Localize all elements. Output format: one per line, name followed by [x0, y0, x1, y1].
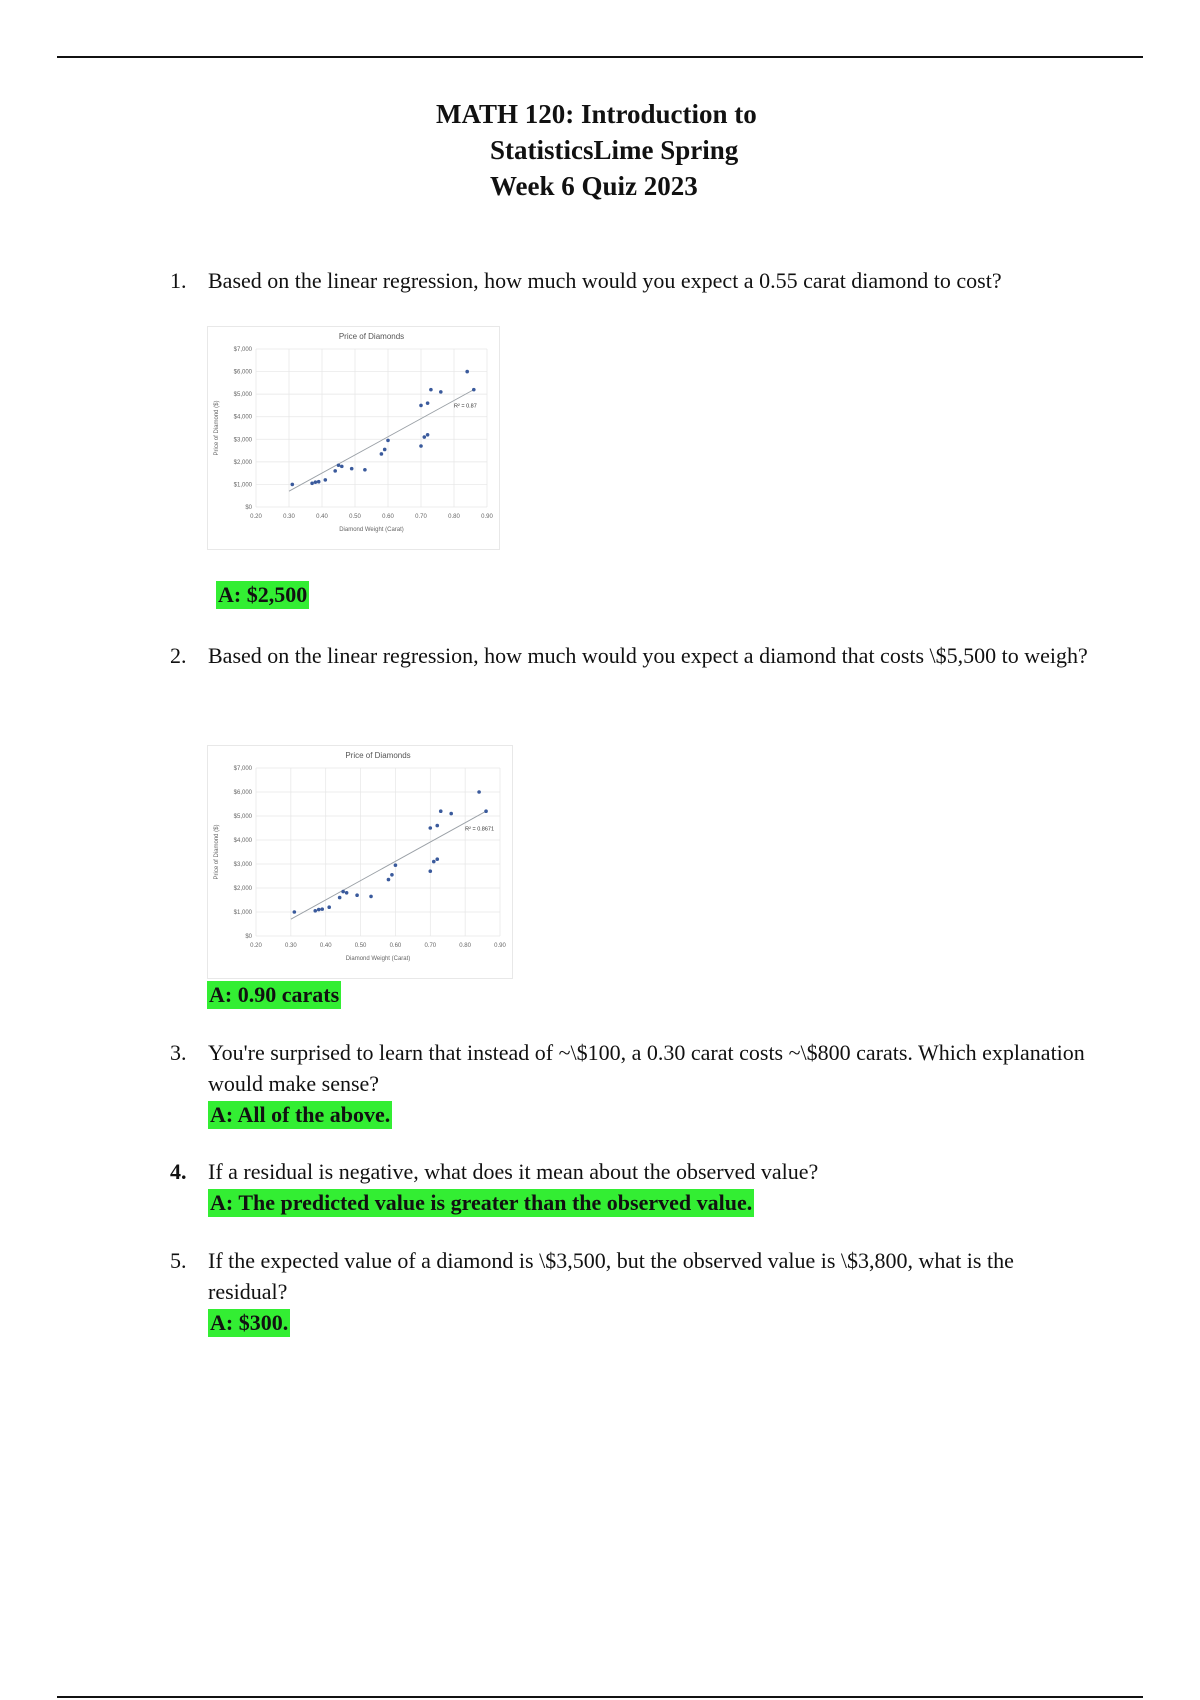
answer-highlight: A: $2,500 — [218, 582, 308, 607]
data-point — [320, 907, 324, 911]
answer-highlight: A: 0.90 carats — [209, 982, 340, 1007]
x-tick-label: 0.60 — [382, 514, 394, 520]
r-squared-label: R² = 0.8671 — [465, 826, 495, 833]
scatter-chart-svg — [208, 327, 499, 549]
trendline — [289, 390, 474, 492]
data-point — [355, 893, 359, 897]
x-tick-label: 0.40 — [316, 514, 328, 520]
answer-3: A: All of the above. — [210, 1102, 391, 1127]
x-tick-label: 0.30 — [285, 943, 297, 949]
answer-1 — [216, 579, 309, 609]
y-tick-label: $6,000 — [233, 790, 252, 796]
data-point — [432, 860, 436, 864]
y-tick-label: $1,000 — [233, 482, 252, 489]
y-axis-label: Price of Diamond ($) — [214, 400, 220, 456]
question-text: Based on the linear regression, how much would you expect a 0.55 carat diamond to cost? — [208, 268, 1002, 293]
data-point — [337, 463, 341, 467]
data-point — [333, 469, 337, 473]
data-point — [293, 910, 297, 914]
data-point — [419, 444, 423, 448]
question-3 — [170, 1037, 1090, 1130]
question-4 — [170, 1156, 1090, 1218]
data-point — [390, 873, 394, 877]
data-point — [314, 480, 318, 484]
y-tick-label: $7,000 — [233, 347, 252, 353]
x-tick-label: 0.80 — [448, 514, 460, 520]
data-point — [472, 388, 476, 392]
y-tick-label: $0 — [245, 505, 252, 511]
data-point — [423, 435, 427, 439]
data-point — [380, 452, 384, 456]
x-tick-label: 0.20 — [250, 514, 262, 520]
data-point — [439, 809, 443, 813]
data-point — [383, 448, 387, 452]
y-tick-label: $4,000 — [233, 414, 252, 421]
data-point — [324, 478, 328, 482]
data-point — [387, 878, 391, 882]
x-axis-label: Diamond Weight (Carat) — [345, 956, 411, 962]
x-tick-label: 0.80 — [459, 943, 471, 949]
y-tick-label: $5,000 — [233, 814, 252, 820]
x-tick-label: 0.40 — [319, 943, 332, 949]
data-point — [439, 390, 443, 394]
r-squared-label: R² = 0.87 — [454, 403, 477, 410]
y-tick-label: $3,000 — [233, 437, 252, 444]
x-tick-label: 0.70 — [424, 943, 437, 949]
data-point — [429, 388, 433, 392]
x-tick-label: 0.50 — [354, 943, 367, 949]
question-number: 1. — [170, 268, 187, 293]
data-point — [338, 896, 342, 900]
chart-1 — [207, 326, 500, 550]
x-axis-label: Diamond Weight (Carat) — [339, 527, 404, 533]
data-point — [386, 439, 390, 443]
x-tick-label: 0.30 — [283, 514, 295, 520]
data-point — [428, 869, 432, 873]
title-line-1: MATH 120: Introduction to — [436, 99, 757, 129]
data-point — [428, 826, 432, 830]
title-line-2: StatisticsLime Spring — [490, 135, 739, 165]
document-title — [436, 96, 856, 204]
data-point — [426, 433, 430, 437]
y-tick-label: $0 — [245, 934, 252, 940]
data-point — [340, 465, 344, 469]
x-tick-label: 0.90 — [494, 943, 506, 949]
answer-5: A: $300. — [210, 1310, 289, 1335]
question-text: If a residual is negative, what does it mean about the observed value? — [208, 1159, 819, 1184]
y-axis-label: Price of Diamond ($) — [214, 824, 220, 880]
data-point — [394, 863, 398, 867]
chart-title: Price of Diamonds — [345, 751, 411, 760]
question-number: 3. — [170, 1040, 187, 1065]
data-point — [426, 401, 430, 405]
x-tick-label: 0.50 — [349, 514, 361, 520]
answer-2 — [207, 979, 341, 1009]
y-tick-label: $7,000 — [233, 766, 252, 772]
data-point — [369, 895, 373, 899]
y-tick-label: $6,000 — [233, 369, 252, 376]
data-point — [484, 809, 488, 813]
data-point — [327, 905, 331, 909]
x-tick-label: 0.70 — [415, 514, 427, 520]
y-tick-label: $1,000 — [233, 910, 252, 916]
data-point — [341, 890, 345, 894]
scatter-chart-svg — [208, 746, 512, 978]
data-point — [313, 909, 317, 913]
data-point — [435, 824, 439, 828]
data-point — [317, 908, 321, 912]
data-point — [317, 480, 321, 484]
data-point — [310, 482, 314, 486]
x-tick-label: 0.60 — [389, 943, 402, 949]
chart-2 — [207, 745, 513, 979]
data-point — [363, 468, 367, 472]
y-tick-label: $2,000 — [233, 886, 252, 892]
chart-title: Price of Diamonds — [338, 332, 405, 341]
question-2 — [170, 640, 1090, 671]
data-point — [435, 857, 439, 861]
question-text: Based on the linear regression, how much would you expect a diamond that costs \$5,500 to weigh? — [208, 643, 1088, 668]
answer-4: A: The predicted value is greater than the observed value. — [210, 1190, 753, 1215]
x-tick-label: 0.20 — [250, 943, 262, 949]
question-number: 2. — [170, 643, 187, 668]
data-point — [419, 404, 423, 408]
question-1 — [170, 265, 1090, 296]
top-rule — [57, 56, 1143, 58]
y-tick-label: $5,000 — [233, 392, 252, 399]
y-tick-label: $2,000 — [233, 459, 252, 466]
question-5 — [170, 1245, 1090, 1338]
data-point — [350, 467, 354, 471]
question-number: 5. — [170, 1248, 187, 1273]
x-tick-label: 0.90 — [481, 514, 493, 520]
y-tick-label: $4,000 — [233, 838, 252, 844]
data-point — [477, 790, 481, 794]
data-point — [345, 891, 349, 895]
question-text: You're surprised to learn that instead of ~\$100, a 0.30 carat costs ~\$800 carats. Which explanation would make sense? — [208, 1040, 1085, 1096]
data-point — [465, 370, 469, 374]
title-line-3: Week 6 Quiz 2023 — [490, 171, 698, 201]
question-number: 4. — [170, 1159, 187, 1184]
data-point — [291, 483, 295, 487]
bottom-rule — [57, 1696, 1143, 1698]
y-tick-label: $3,000 — [233, 862, 252, 868]
question-text: If the expected value of a diamond is \$3,500, but the observed value is \$3,800, what is the residual? — [208, 1248, 1014, 1304]
trendline — [291, 811, 486, 919]
data-point — [449, 812, 453, 816]
